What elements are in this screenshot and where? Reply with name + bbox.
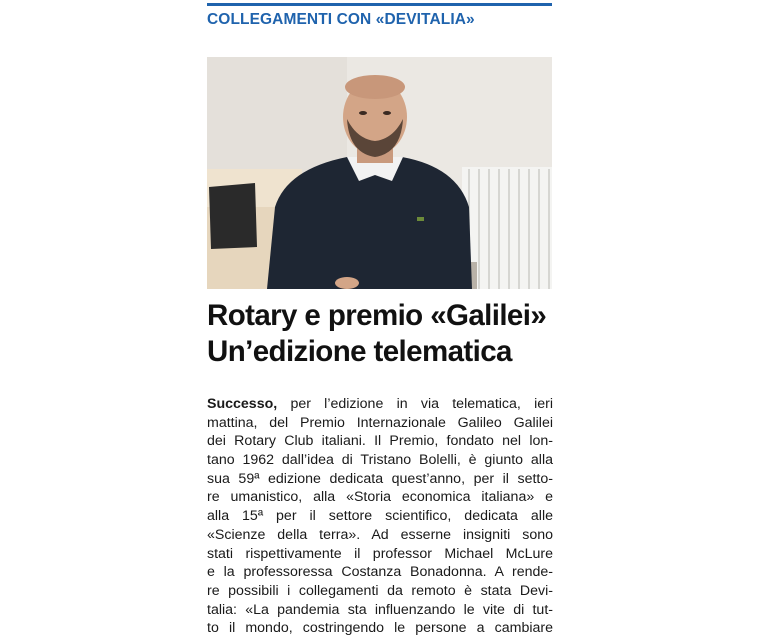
- body-line: e la professoressa Costanza Bonadonna. A rende-: [207, 564, 553, 581]
- section-rule: [207, 3, 552, 6]
- headline-line-2: Un’edizione telematica: [207, 335, 512, 368]
- article-lead: Successo,: [207, 396, 278, 412]
- body-line: talia: «La pandemia sta influenzando le vite di tut-: [207, 601, 553, 618]
- article-headline: [207, 298, 567, 370]
- body-line: re possibili i collegamenti da remoto è stata Devi-: [207, 582, 553, 599]
- body-line: to il mondo, costringendo le persone a cambiare: [207, 620, 553, 637]
- body-line: dei Rotary Club italiani. Il Premio, fondato nel lon-: [207, 433, 553, 450]
- body-line: «Scienze della terra». Ad esserne insigniti sono: [207, 526, 553, 543]
- article-body: [207, 395, 553, 638]
- body-line: tano 1962 dall’idea di Tristano Bolelli, è giunto alla: [207, 452, 553, 469]
- body-line: mattina, del Premio Internazionale Galileo Galilei: [207, 414, 553, 431]
- article-photo: [207, 57, 552, 289]
- section-kicker: COLLEGAMENTI CON «DEVITALIA»: [207, 11, 475, 28]
- body-line: alla 15ª per il settore scientifico, dedicata alle: [207, 508, 553, 525]
- body-line: re umanistico, alla «Storia economica italiana» e: [207, 489, 553, 506]
- body-line: Successo, per l’edizione in via telematica, ieri: [207, 396, 553, 412]
- body-line: stati rispettivamente il professor Michael McLure: [207, 545, 553, 562]
- body-line: sua 59ª edizione dedicata quest’anno, per il setto-: [207, 470, 553, 487]
- headline-line-1: Rotary e premio «Galilei»: [207, 299, 547, 332]
